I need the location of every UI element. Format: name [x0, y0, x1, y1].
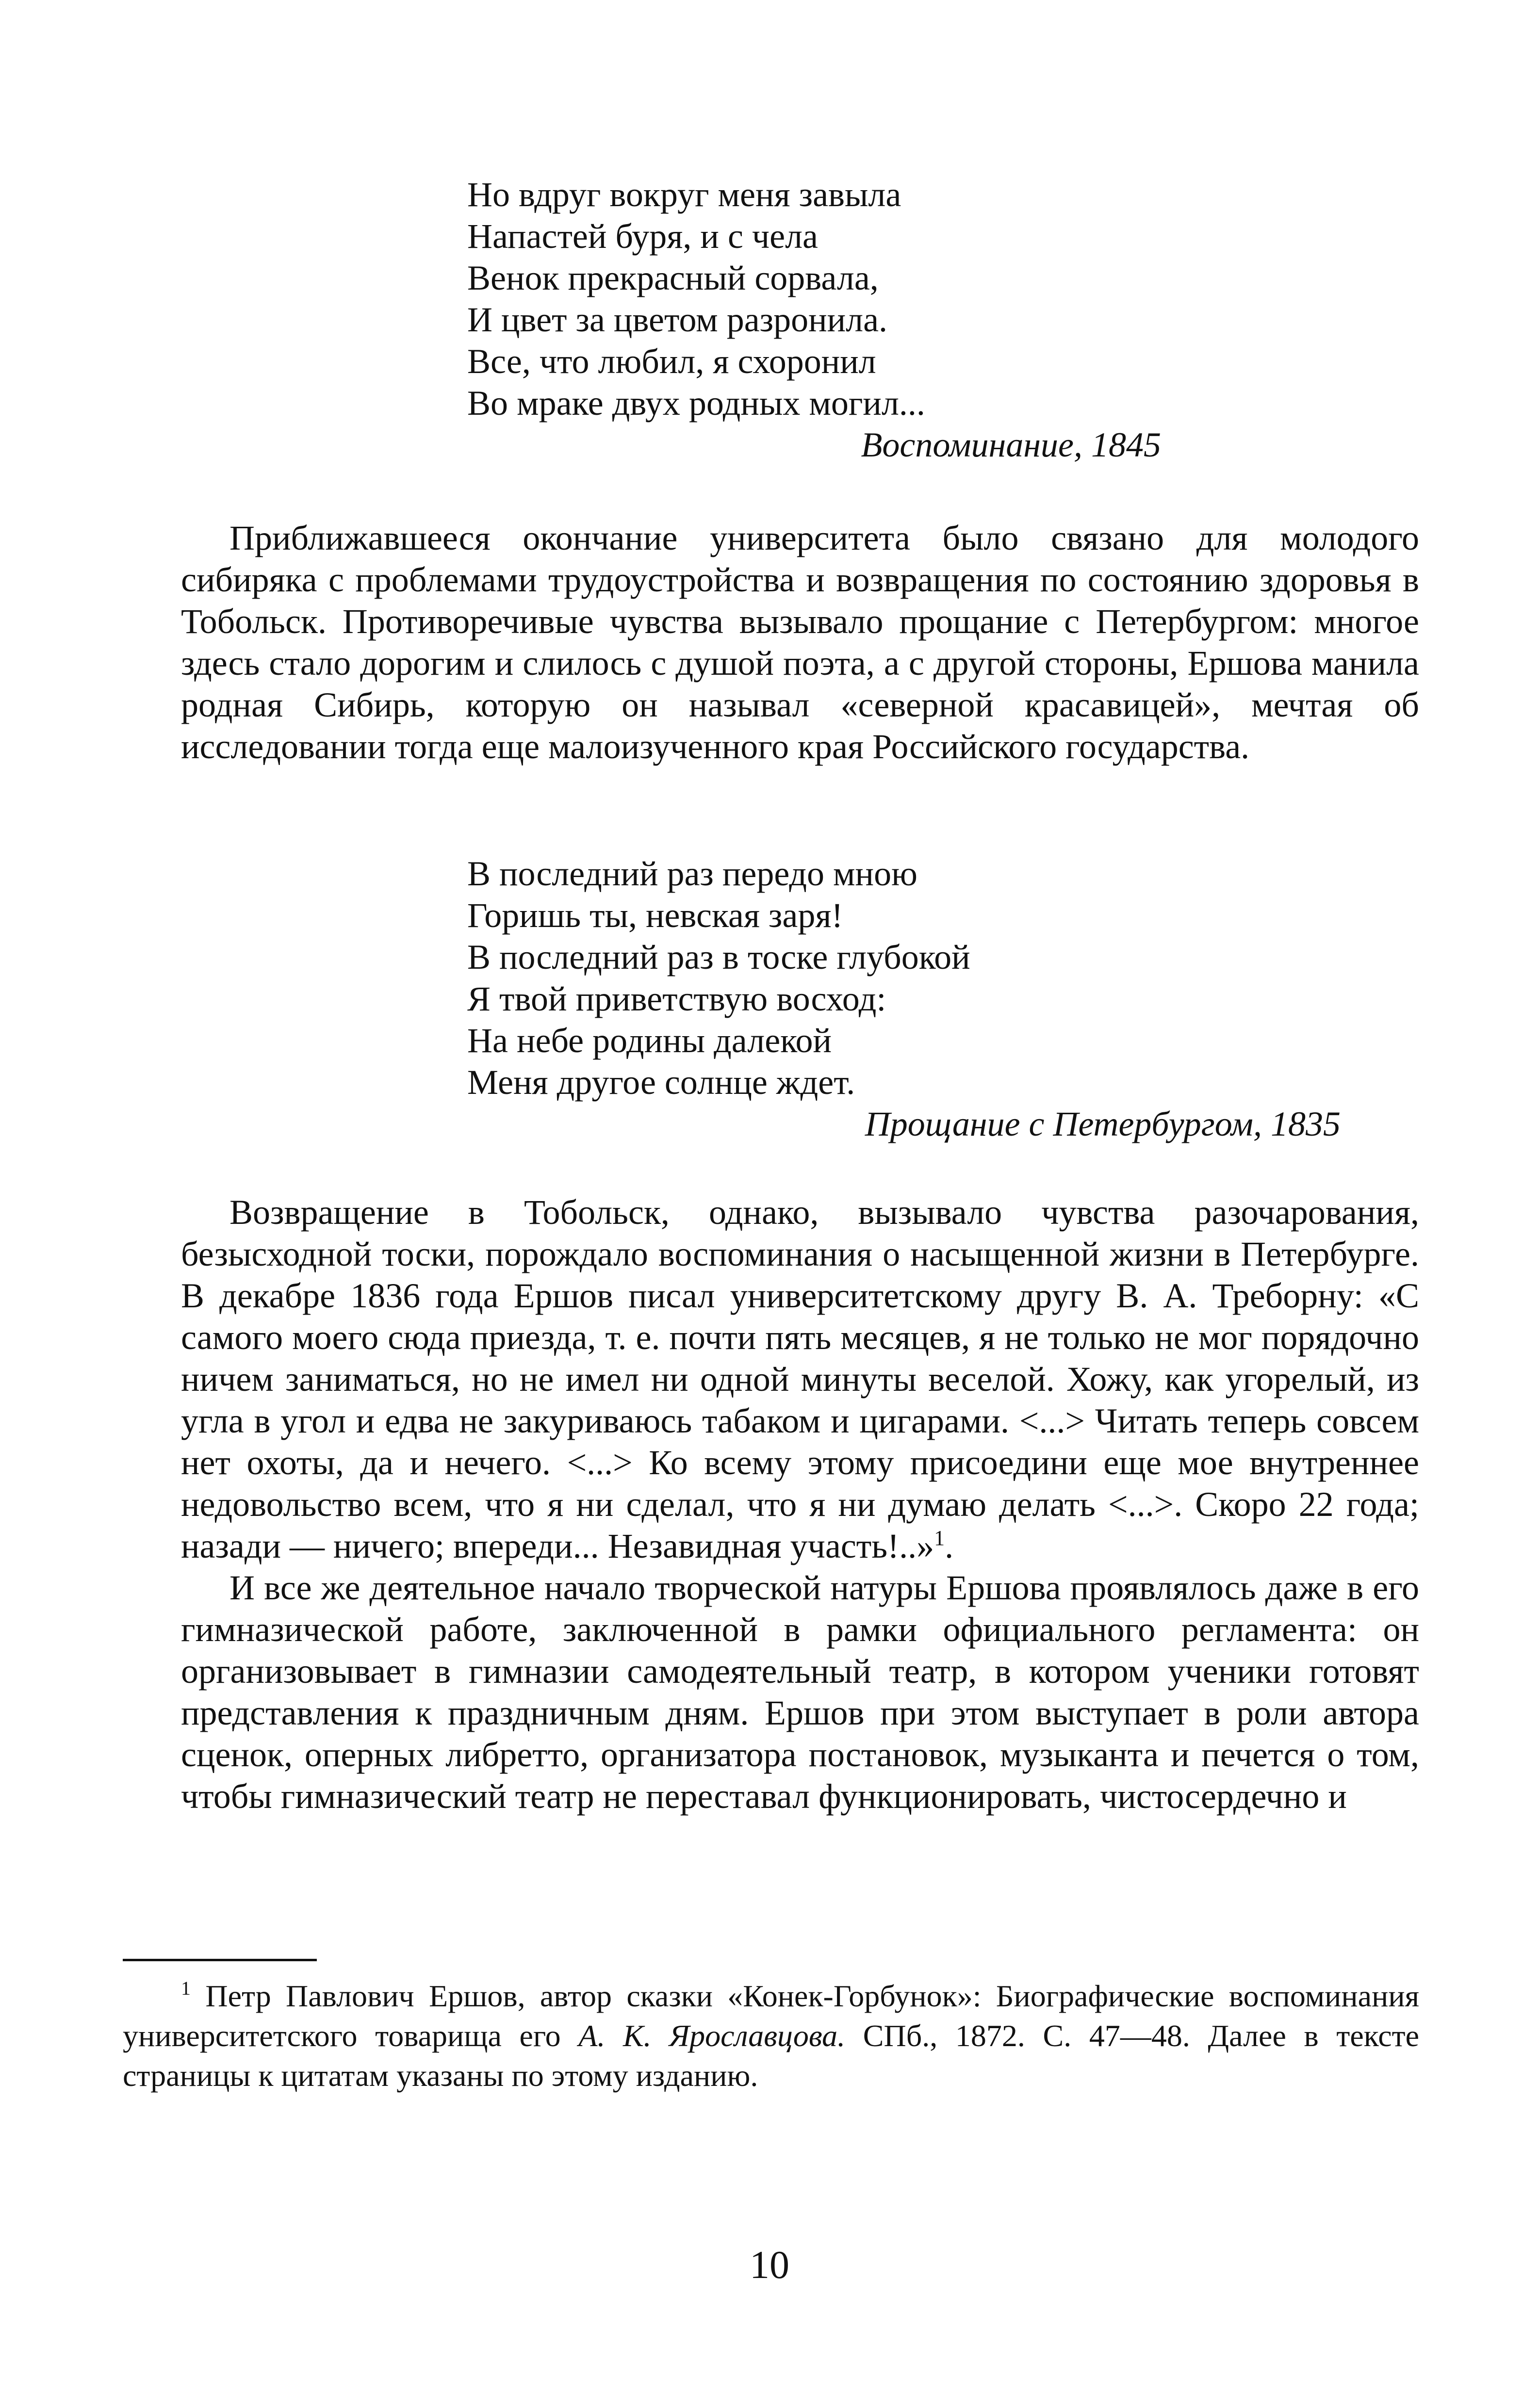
footnote-reference[interactable]: 1 — [934, 1526, 945, 1550]
poem-line: Венок прекрасный сорвала, — [467, 259, 879, 297]
prose-block-1 — [181, 517, 1419, 767]
paragraph: И все же деятельное начало творческой натуры Ершова проявлялось даже в его гимназической работе, заключенной в рамки официального регламента: он организовывает в гимназии самодеятельный театр, в котором ученики готовят представления к праздничным дням. Ершов при этом выступает в роли автора сценок, оперных либретто, организатора постановок, музыканта и печется о том, чтобы гимназический театр не переставал функционировать, чистосердечно и — [181, 1568, 1419, 1816]
poem-line: В последний раз передо мною — [467, 854, 917, 893]
paragraph-tail: . — [945, 1527, 954, 1565]
poem-excerpt-2 — [467, 853, 1341, 1145]
footnote-author: А. К. Ярославцова. — [578, 2018, 846, 2053]
poem-line: Но вдруг вокруг меня завыла — [467, 175, 901, 214]
poem-line: Все, что любил, я схоронил — [467, 342, 876, 381]
paragraph: Приближавшееся окончание университета было связано для молодого сибиряка с проблемами трудоустройства и возвращения по состоянию здоровья в Тобольск. Противоречивые чувства вызывало прощание с Петербургом: многое здесь стало дорогим и слилось с душой поэта, а с другой стороны, Ершова манила родная Сибирь, которую он называл «северной красавицей», мечтая об исследовании тогда еще малоизученного края Российского государства. — [181, 519, 1419, 766]
prose-block-2 — [181, 1191, 1419, 1817]
paragraph — [181, 1191, 1419, 1567]
page-number: 10 — [750, 2243, 789, 2287]
poem-line: И цвет за цветом разронила. — [467, 300, 888, 339]
poem-line: На небе родины далекой — [467, 1021, 832, 1060]
poem-attribution: Прощание с Петербургом, 1835 — [865, 1105, 1341, 1143]
poem-excerpt-1 — [467, 174, 1161, 466]
paragraph-text: Возвращение в Тобольск, однако, вызывало чувства разочарования, безысходной тоски, порождало воспоминания о насыщенной жизни в Петербурге. В декабре 1836 года Ершов писал университетскому другу В. А. Треборну: «С самого моего сюда приезда, т. е. почти пять месяцев, я не только не мог порядочно ничем заниматься, но не имел ни одной минуты веселой. Хожу, как угорелый, из угла в угол и едва не закуриваюсь табаком и цигарами. <...> Читать теперь совсем нет охоты, да и нечего. <...> Ко всему этому присоедини еще мое внутреннее недовольство всем, что я ни сделал, что я ни думаю делать <...>. Скоро 22 года; назади — ничего; впереди... Незавидная участь!..» — [181, 1193, 1419, 1565]
poem-line: Меня другое солнце ждет. — [467, 1063, 855, 1102]
footnote-text: Петр Павлович Ершов, автор сказки «Конек-Горбунок»: Биографические воспоминания университетского товарища его — [123, 1979, 1420, 2053]
poem-line: В последний раз в тоске глубокой — [467, 938, 970, 976]
poem-line: Во мраке двух родных могил... — [467, 384, 925, 423]
poem-line: Напастей буря, и с чела — [467, 217, 818, 256]
footnote-text-tail: СПб., 1872. С. 47—48. Далее в тексте страницы к цитатам указаны по этому изданию. — [123, 2018, 1420, 2093]
poem-line: Горишь ты, невская заря! — [467, 896, 843, 935]
footnote — [123, 1976, 1419, 2096]
poem-line: Я твой приветствую восход: — [467, 979, 886, 1018]
footnote-marker: 1 — [181, 1977, 191, 1999]
poem-attribution: Воспоминание, 1845 — [861, 425, 1161, 464]
footnote-divider — [123, 1959, 317, 1961]
